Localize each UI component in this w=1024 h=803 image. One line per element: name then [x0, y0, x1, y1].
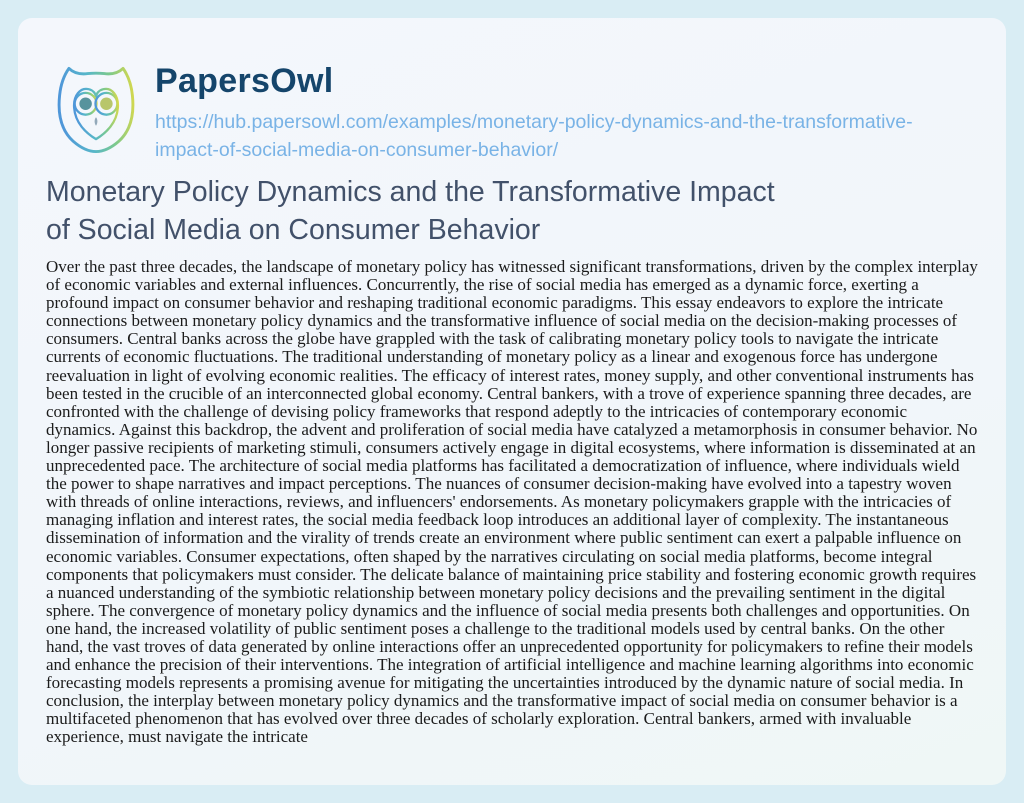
source-url-link[interactable]: https://hub.papersowl.com/examples/monetary-policy-dynamics-and-the-transformative-impact-of-social-media-on-consumer-behavior/	[155, 111, 913, 161]
essay-body-text: Over the past three decades, the landscape of monetary policy has witnessed significant transformations, driven by the complex interplay of economic variables and external influences. Concurrently, the rise of social media has emerged as a dynamic force, exerting a profound impact on consumer behavior and reshaping traditional economic paradigms. This essay endeavors to explore the intricate connections between monetary policy dynamics and the transformative influence of social media on the decision-making processes of consumers. Central banks across the globe have grappled with the task of calibrating monetary policy tools to navigate the intricate currents of economic fluctuations. The traditional understanding of monetary policy as a linear and exogenous force has undergone reevaluation in light of evolving economic realities. The efficacy of interest rates, money supply, and other conventional instruments has been tested in the crucible of an interconnected global economy. Central bankers, with a trove of experience spanning three decades, are confronted with the challenge of devising policy frameworks that respond adeptly to the intricacies of contemporary economic dynamics. Against this backdrop, the advent and proliferation of social media have catalyzed a metamorphosis in consumer behavior. No longer passive recipients of marketing stimuli, consumers actively engage in digital ecosystems, where information is disseminated at an unprecedented pace. The architecture of social media platforms has facilitated a democratization of influence, where individuals wield the power to shape narratives and impact perceptions. The nuances of consumer decision-making have evolved into a tapestry woven with threads of online interactions, reviews, and influencers' endorsements. As monetary policymakers grapple with the intricacies of managing inflation and interest rates, the social media feedback loop introduces an additional layer of complexity. The instantaneous dissemination of information and the virality of trends create an environment where public sentiment can exert a palpable influence on economic variables. Consumer expectations, often shaped by the narratives circulating on social media platforms, become integral components that policymakers must consider. The delicate balance of maintaining price stability and fostering economic growth requires a nuanced understanding of the symbiotic relationship between monetary policy decisions and the prevailing sentiment in the digital sphere. The convergence of monetary policy dynamics and the influence of social media presents both challenges and opportunities. On one hand, the increased volatility of public sentiment poses a challenge to the traditional models used by central banks. On the other hand, the vast troves of data generated by online interactions offer an unprecedented opportunity for policymakers to refine their models and enhance the precision of their interventions. The integration of artificial intelligence and machine learning algorithms into economic forecasting models represents a promising avenue for mitigating the uncertainties introduced by the dynamic nature of social media. In conclusion, the interplay between monetary policy dynamics and the transformative impact of social media on consumer behavior is a multifaceted phenomenon that has evolved over three decades of scholarly exploration. Central bankers, armed with invaluable experience, must navigate the intricate	[46, 258, 978, 747]
brand-title: PapersOwl	[155, 62, 334, 100]
page-title: Monetary Policy Dynamics and the Transformative Impact of Social Media on Consumer Behavior	[46, 176, 775, 246]
document-card	[18, 18, 1006, 785]
owl-logo-icon	[44, 58, 148, 162]
